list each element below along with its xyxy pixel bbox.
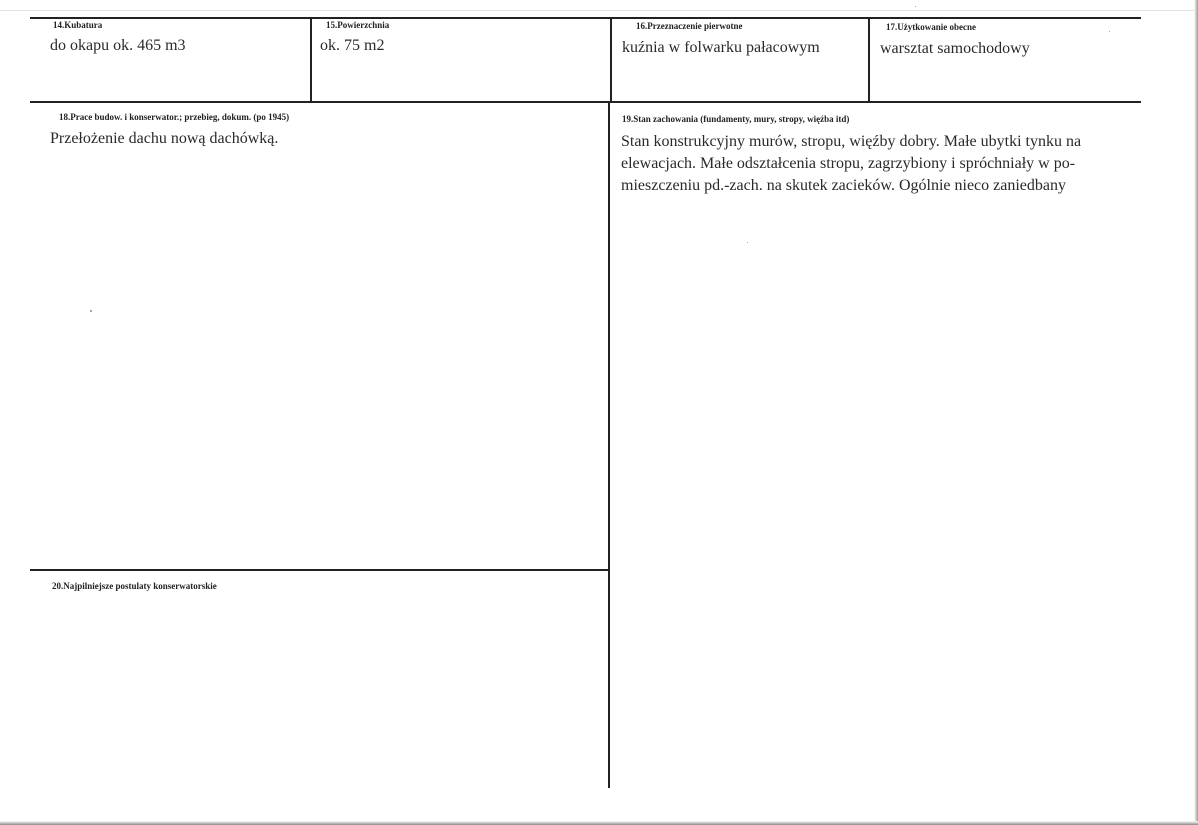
scan-edge-bottom: [0, 821, 1198, 825]
field-17-label: 17.Użytkowanie obecne: [886, 22, 976, 32]
row1-bottom-border: [30, 101, 1141, 103]
field-19-label: 19.Stan zachowania (fundamenty, mury, stropy, więźba itd): [622, 114, 850, 124]
field-14-label: 14.Kubatura: [53, 20, 103, 30]
field-15-label: 15.Powierzchnia: [326, 20, 390, 30]
center-divider: [608, 101, 610, 788]
field-17-value[interactable]: warsztat samochodowy: [880, 40, 1030, 57]
field-19-value[interactable]: [621, 131, 1131, 197]
scan-speck: [747, 242, 748, 243]
row1-divider-15-16: [610, 17, 612, 103]
field-19-value-line: Stan konstrukcyjny murów, stropu, więźby dobry. Małe ubytki tynku na: [621, 133, 1082, 150]
scan-speck: [1109, 31, 1110, 32]
field-16-value[interactable]: kuźnia w folwarku pałacowym: [622, 39, 820, 56]
field-14-value[interactable]: do okapu ok. 465 m3: [50, 37, 186, 54]
row1-divider-14-15: [310, 17, 312, 101]
field-20-top-border: [30, 569, 610, 571]
scan-edge-right: [1194, 0, 1198, 825]
row1-divider-16-17: [868, 17, 870, 103]
field-19-value-line: elewacjach. Małe odształcenia stropu, zagrzybiony i spróchniały w po-: [621, 155, 1076, 172]
field-19-value-line: mieszczeniu pd.-zach. na skutek zacieków. Ogólnie nieco zaniedbany: [621, 177, 1066, 194]
row1-top-border: [30, 17, 1141, 19]
scan-speck: [90, 310, 92, 312]
field-20-label: 20.Najpilniejsze postulaty konserwatorskie: [52, 581, 217, 591]
scan-speck: [915, 6, 916, 7]
field-18-value[interactable]: Przełożenie dachu nową dachówką.: [50, 130, 279, 147]
field-16-label: 16.Przeznaczenie pierwotne: [636, 21, 743, 31]
top-faint-line: [0, 10, 1198, 11]
field-15-value[interactable]: ok. 75 m2: [320, 37, 385, 54]
field-18-label: 18.Prace budow. i konserwator.; przebieg, dokum. (po 1945): [59, 112, 290, 122]
